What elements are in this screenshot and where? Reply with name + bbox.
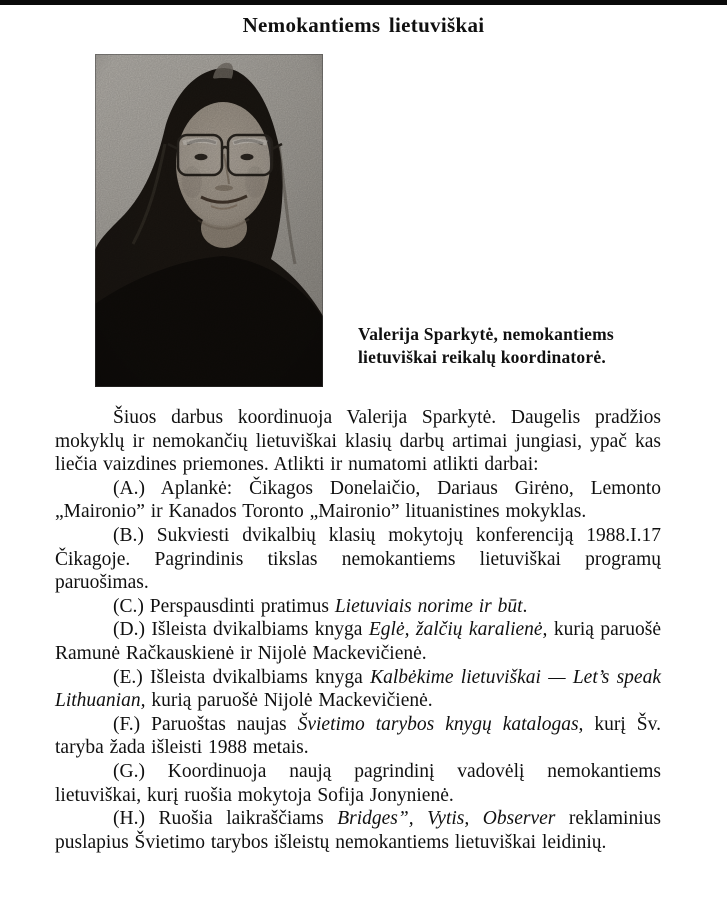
body-paragraph [55,595,661,619]
text-run: Šiuos darbus koordinuoja Valerija Sparkytė. Daugelis pradžios mokyklų ir nemokančių lietuviškai klasių darbų artimai jungiasi, ypač kas liečia vaizdines priemones. Atlikti ir numatomi atlikti darbai: [55,407,661,476]
body-paragraph [55,760,661,807]
text-run: (B.) Sukviesti dvikalbių klasių mokytojų konferenciją 1988.I.17 Čikagoje. Pagrindinis tikslas nemokantiems lietuviškai programų paruošimas. [55,524,661,594]
text-run: (G.) Koordinuoja naują pagrindinį vadovėlį nemokantiems lietuviškai, kurį ruošia mokytoja Sofija Jonynienė. [55,760,661,806]
body-paragraph [55,713,661,760]
body-paragraph [55,524,661,595]
italic-text-run: Švietimo tarybos knygų katalogas, [297,713,584,735]
scan-edge-bar [0,0,727,5]
italic-text-run: Bridges”, Vytis, Observer [337,808,556,830]
text-run: (F.) Paruoštas naujas [113,713,298,735]
body-paragraph [55,666,661,713]
text-run: (E.) Išleista dvikalbiams knyga [113,666,371,688]
body-paragraph [55,618,661,665]
text-run: (C.) Perspausdinti pratimus [113,595,335,617]
italic-text-run: Lietuviais norime ir būt [334,595,523,617]
text-run: reklaminius puslapius Švietimo tarybos išleistų nemokantiems lietuviškai leidinių. [55,808,661,853]
article-title: Nemokantiems lietuviškai [242,13,485,37]
text-run: kurią paruošė Ramunė Račkauskienė ir Nijolė Mackevičienė. [55,619,662,664]
body-paragraph [55,477,661,524]
italic-text-run: Kalbėkime lietuviškai — Let’s speak Lithuanian, [55,666,661,712]
text-run: (D.) Išleista dvikalbiams knyga [113,619,369,641]
portrait-photo-illustration [95,54,323,387]
italic-text-run: Eglė, žalčių karalienė, [368,619,548,641]
text-run: (A.) Aplankė: Čikagos Donelaičio, Dariaus Girėno, Lemonto „Maironio” ir Kanados Toronto „Maironio” lituanistines mokyklas. [55,477,661,523]
text-run: . [522,595,528,617]
text-run: (H.) Ruošia laikraščiams [113,808,338,830]
article-body [55,406,661,854]
photo-caption [358,323,656,369]
body-paragraph [55,406,661,477]
portrait-photo [95,54,323,387]
photo-caption-line: lietuviškai reikalų koordinatorė. [358,347,606,367]
photo-caption-line: Valerija Sparkytė, nemokantiems [358,324,614,344]
text-run: kurį Šv. taryba žada išleisti 1988 metais. [55,713,661,759]
body-paragraph [55,807,661,854]
text-run: kurią paruošė Nijolė Mackevičienė. [145,690,433,712]
